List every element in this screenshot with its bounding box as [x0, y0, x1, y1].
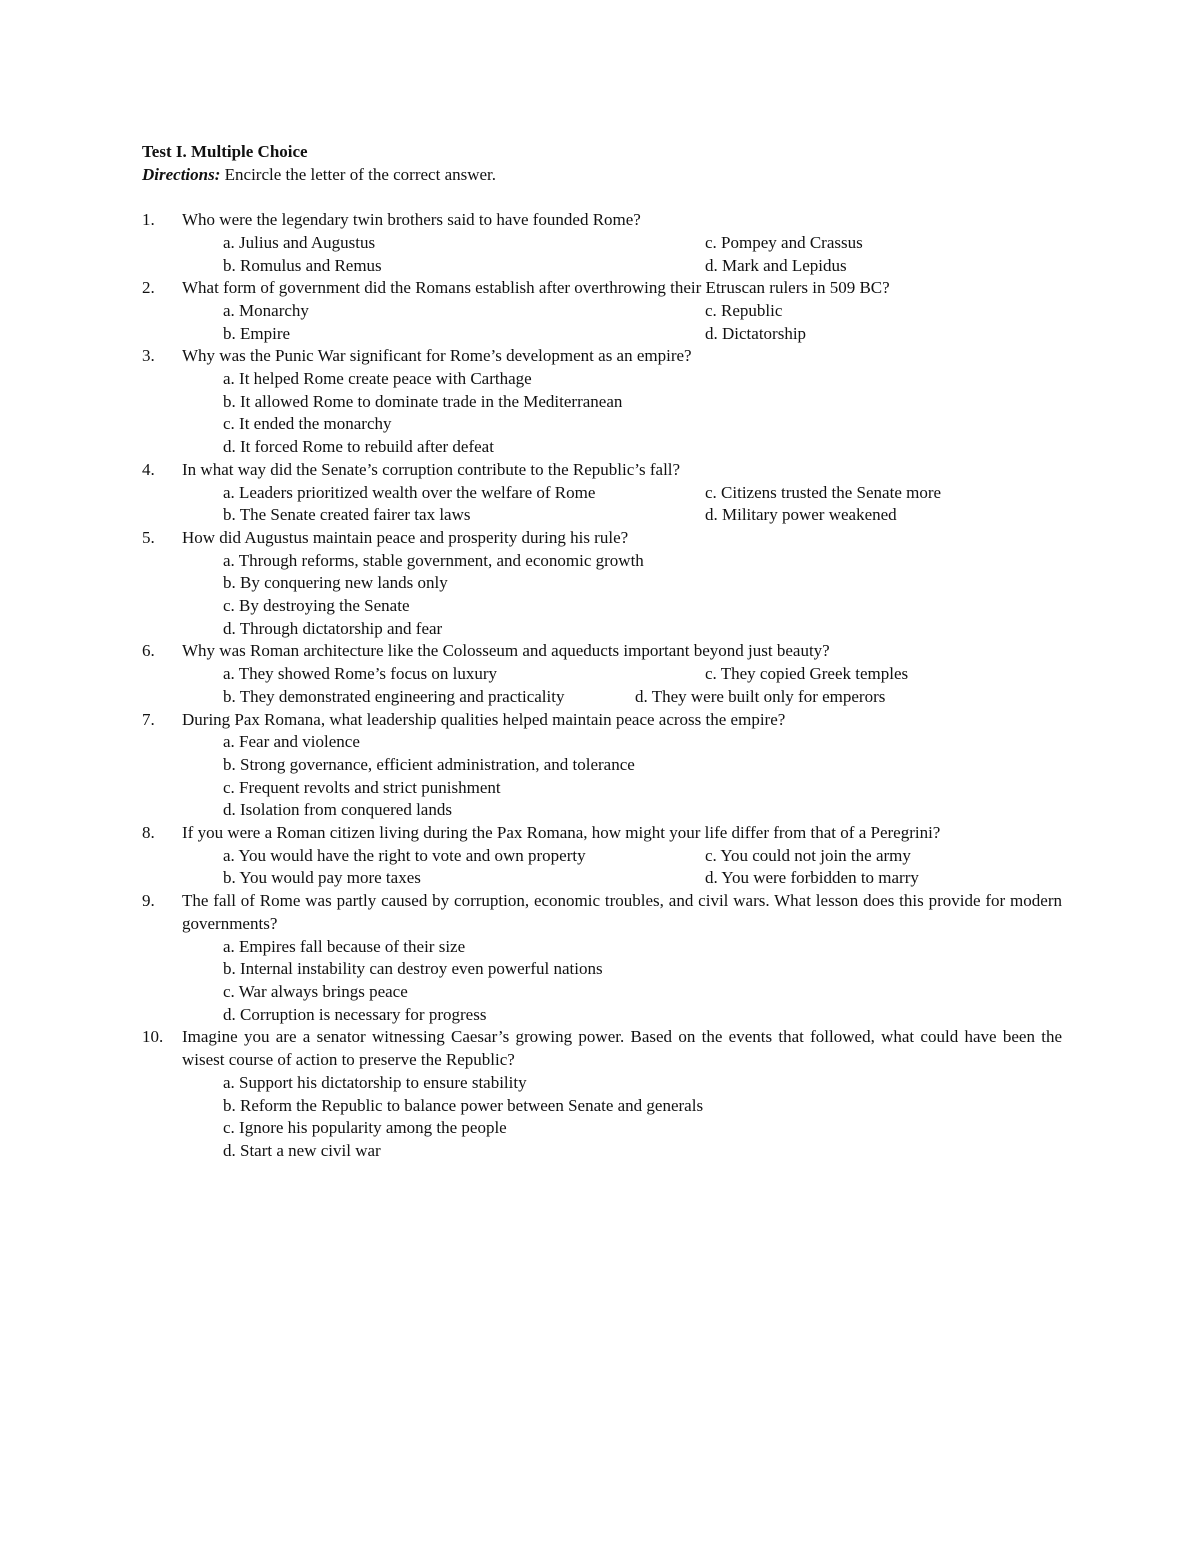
option-a: a. Empires fall because of their size: [223, 936, 466, 956]
question-8: [142, 822, 1062, 890]
option-c: c. Frequent revolts and strict punishment: [223, 777, 501, 797]
question-1: [142, 209, 1062, 277]
question-number: 3.: [142, 346, 155, 366]
option-c: c. Pompey and Crassus: [705, 232, 863, 252]
directions-label: Directions:: [142, 164, 221, 184]
option-a: a. They showed Rome’s focus on luxury: [223, 664, 498, 684]
option-d: d. Start a new civil war: [223, 1140, 381, 1160]
question-text: Who were the legendary twin brothers said to have founded Rome?: [182, 210, 641, 230]
question-text: During Pax Romana, what leadership qualities helped maintain peace across the empire?: [182, 709, 786, 729]
option-c: c. Ignore his popularity among the people: [223, 1118, 507, 1138]
question-number: 4.: [142, 459, 155, 479]
question-7: [142, 709, 1062, 823]
question-text: In what way did the Senate’s corruption contribute to the Republic’s fall?: [182, 459, 681, 479]
option-c: c. War always brings peace: [223, 982, 408, 1001]
option-b: b. Strong governance, efficient administration, and tolerance: [223, 754, 635, 774]
option-c: c. They copied Greek temples: [705, 664, 909, 684]
question-number: 10.: [142, 1027, 164, 1047]
question-5: [142, 527, 1062, 641]
option-a: a. Leaders prioritized wealth over the welfare of Rome: [223, 482, 596, 502]
option-a: a. Monarchy: [223, 300, 309, 320]
option-b: b. Empire: [223, 323, 291, 343]
question-10: [142, 1026, 1062, 1162]
option-b: b. The Senate created fairer tax laws: [223, 505, 471, 525]
option-d: d. Through dictatorship and fear: [223, 618, 443, 638]
question-number: 9.: [142, 891, 155, 911]
option-d: d. You were forbidden to marry: [705, 868, 919, 888]
question-text: Why was Roman architecture like the Colosseum and aqueducts important beyond just beauty?: [182, 641, 830, 661]
question-6: [142, 640, 1062, 708]
option-a: a. Support his dictatorship to ensure stability: [223, 1072, 527, 1092]
option-b: b. Romulus and Remus: [223, 255, 382, 275]
option-b: b. Reform the Republic to balance power between Senate and generals: [223, 1095, 704, 1115]
test-content: [142, 141, 1062, 1163]
option-a: a. You would have the right to vote and own property: [223, 845, 586, 865]
directions-text: Encircle the letter of the correct answer.: [220, 164, 497, 184]
question-text: What form of government did the Romans establish after overthrowing their Etruscan rulers in 509 BC?: [182, 278, 890, 298]
option-c: c. Citizens trusted the Senate more: [705, 482, 942, 502]
option-b: b. By conquering new lands only: [223, 573, 448, 593]
option-b: b. They demonstrated engineering and practicality: [223, 686, 565, 706]
option-b: b. You would pay more taxes: [223, 868, 421, 888]
option-c: c. Republic: [705, 300, 783, 320]
question-number: 6.: [142, 641, 155, 661]
option-a: a. Through reforms, stable government, and economic growth: [223, 550, 644, 570]
question-text: How did Augustus maintain peace and prosperity during his rule?: [182, 527, 629, 547]
option-d: d. Dictatorship: [705, 323, 807, 343]
option-c: c. By destroying the Senate: [223, 596, 410, 616]
option-c: c. You could not join the army: [705, 845, 911, 865]
question-text: Why was the Punic War significant for Rome’s development as an empire?: [182, 346, 692, 366]
option-a: a. Julius and Augustus: [223, 232, 376, 252]
question-number: 1.: [142, 210, 155, 230]
question-9: [142, 890, 1062, 1026]
spacer: [142, 186, 1062, 209]
option-c: c. It ended the monarchy: [223, 414, 392, 434]
question-3: [142, 345, 1062, 459]
option-d: d. Mark and Lepidus: [705, 255, 847, 275]
question-text: The fall of Rome was partly caused by corruption, economic troubles, and civil wars. What lesson does this provide for modern governments?: [182, 891, 1062, 933]
option-d: d. Isolation from conquered lands: [223, 800, 452, 820]
option-d: d. It forced Rome to rebuild after defeat: [223, 437, 494, 457]
option-a: a. Fear and violence: [223, 732, 360, 752]
test-title: Test I. Multiple Choice: [142, 142, 308, 161]
option-d: d. Military power weakened: [705, 505, 897, 525]
option-d: d. They were built only for emperors: [635, 686, 886, 706]
option-b: b. Internal instability can destroy even powerful nations: [223, 959, 603, 979]
question-number: 5.: [142, 527, 155, 547]
question-4: [142, 459, 1062, 527]
question-2: [142, 277, 1062, 345]
option-a: a. It helped Rome create peace with Carthage: [223, 369, 532, 389]
question-number: 7.: [142, 709, 155, 729]
directions: [142, 164, 1062, 187]
question-number: 8.: [142, 823, 155, 843]
option-b: b. It allowed Rome to dominate trade in the Mediterranean: [223, 391, 623, 411]
question-text: Imagine you are a senator witnessing Caesar’s growing power. Based on the events that followed, what could have been the wisest course of action to preserve the Republic?: [182, 1027, 1062, 1070]
question-text: If you were a Roman citizen living during the Pax Romana, how might your life differ from that of a Peregrini?: [182, 823, 941, 843]
question-number: 2.: [142, 278, 155, 298]
option-d: d. Corruption is necessary for progress: [223, 1004, 487, 1024]
